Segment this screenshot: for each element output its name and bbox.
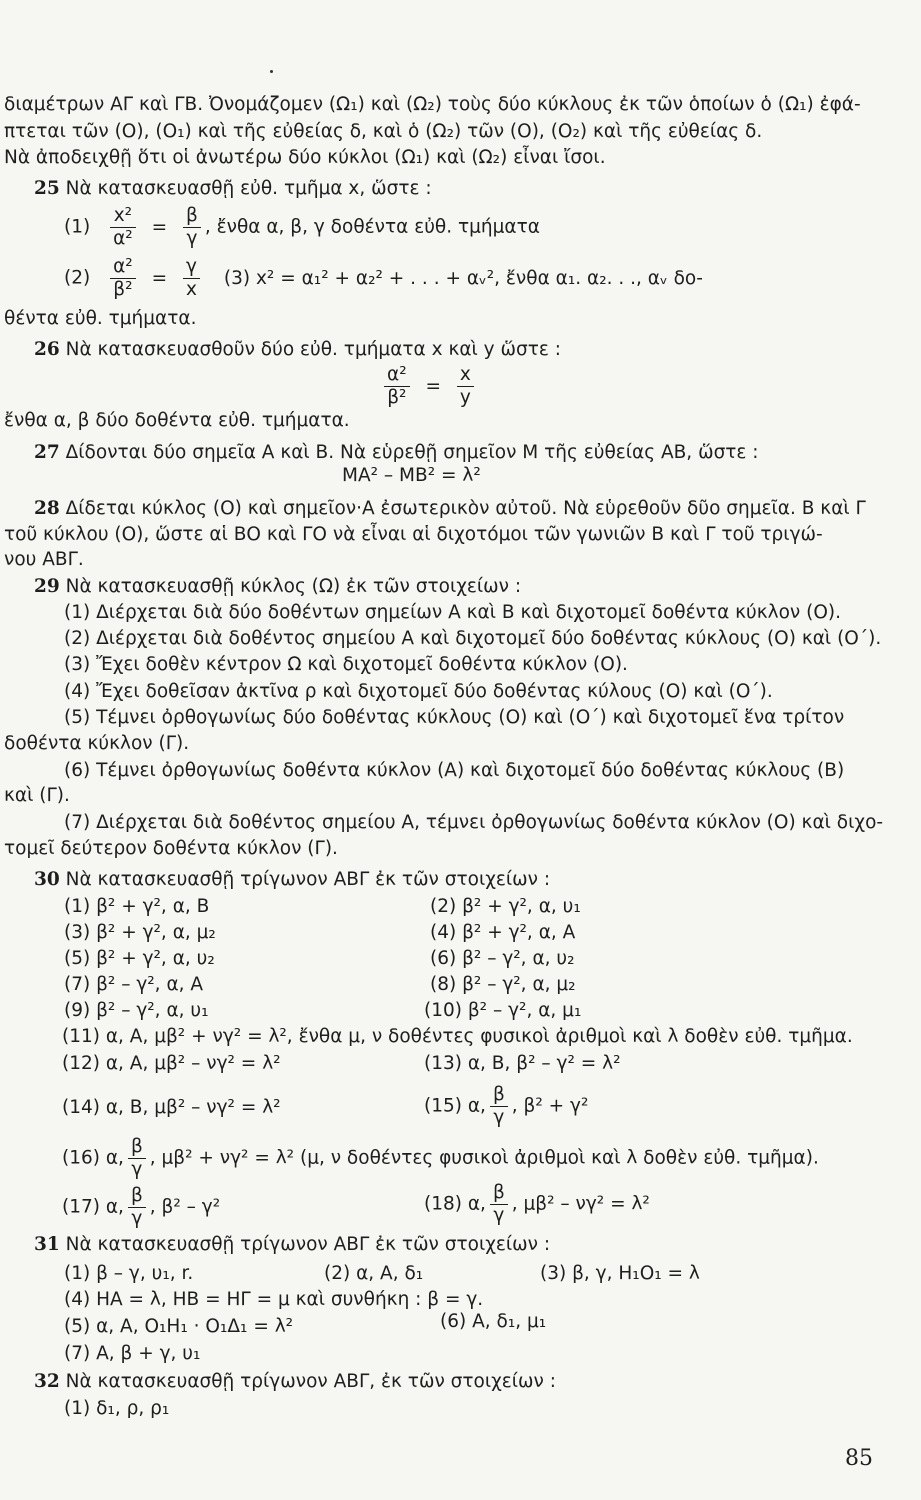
formula-label: (2)	[64, 267, 91, 289]
equals-sign: =	[151, 267, 168, 289]
list-item: (1) Διέρχεται διὰ δύο δοθέντων σημείων Α καὶ Β καὶ διχοτομεῖ δοθέντα κύκλον (Ο).	[64, 602, 842, 623]
case-item: (16) α, $\frac{\beta}{\gamma}$ , μβ² + νγ² = λ² (μ, ν δοθέντες φυσικοὶ ἀριθμοὶ καὶ λ δοθὲν εὐθ. τμῆμα).	[62, 1136, 819, 1181]
case-item: (6) Α, δ₁, μ₁	[440, 1311, 547, 1332]
exercise-number: 30	[34, 869, 60, 890]
list-item: (5) Τέμνει ὀρθογωνίως δύο δοθέντας κύκλους (Ο) καὶ (Ο΄) καὶ διχοτομεῖ ἕνα τρίτον	[64, 707, 845, 728]
list-item: (2) Διέρχεται διὰ δοθέντος σημείου Α καὶ διχοτομεῖ δύο δοθέντας κύκλους (Ο) καὶ (Ο΄).	[64, 628, 882, 649]
exercise-number: 29	[34, 576, 60, 597]
formula-note: , ἔνθα α, β, γ δοθέντα εὐθ. τμήματα	[204, 216, 540, 238]
fraction: $\frac{\text{α²}}{\text{β²}}$	[384, 364, 410, 409]
formula-27: ΜΑ² – ΜΒ² = λ²	[342, 465, 481, 486]
exercise-31	[34, 1236, 550, 1255]
list-item-continuation: καὶ (Γ).	[4, 785, 70, 806]
fraction: $\frac{\beta}{\gamma}$	[183, 205, 201, 250]
case-item: (5) α, Α, Ο₁Η₁ · Ο₁Δ₁ = λ²	[64, 1316, 294, 1337]
case-item: (1) β² + γ², α, Β	[64, 896, 210, 917]
exercise-25	[34, 180, 432, 199]
case-item: (4) ΗΑ = λ, ΗΒ = ΗΓ = μ καὶ συνθήκη : β = γ.	[64, 1289, 484, 1310]
exercise-number: 26	[34, 339, 60, 360]
case-item: (7) Α, β + γ, υ₁	[64, 1343, 201, 1364]
case-item: (12) α, Α, μβ² – νγ² = λ²	[62, 1053, 281, 1074]
case-item: (18) α, $\frac{\beta}{\gamma}$ , μβ² – νγ² = λ²	[424, 1182, 650, 1227]
list-item: (7) Διέρχεται διὰ δοθέντος σημείου Α, τέμνει ὀρθογωνίως δοθέντα κύκλον (Ο) καὶ διχο-	[64, 812, 884, 833]
fraction: $\frac{\beta}{\gamma}$	[128, 1185, 146, 1230]
case-item: (9) β² – γ², α, υ₁	[64, 1000, 209, 1021]
formula-25-1	[64, 205, 540, 250]
exercise-number: 25	[34, 178, 60, 199]
list-item-continuation: τομεῖ δεύτερον δοθέντα κύκλον (Γ).	[4, 838, 338, 859]
case-item: (4) β² + γ², α, Α	[430, 922, 576, 943]
case-item: (1) δ₁, ρ, ρ₁	[64, 1398, 170, 1419]
case-item: (7) β² – γ², α, Α	[64, 974, 204, 995]
list-item-continuation: δοθέντα κύκλον (Γ).	[4, 733, 190, 754]
fraction: $\frac{\beta}{\gamma}$	[128, 1136, 146, 1181]
exercise-30	[34, 871, 550, 890]
exercise-28-line-3: νου ΑΒΓ.	[4, 549, 84, 570]
case-item: (17) α, $\frac{\beta}{\gamma}$ , β² – γ²	[62, 1185, 221, 1230]
formula-note: (3) x² = α₁² + α₂² + . . . + αᵥ², ἔνθα α₁. α₂. . ., αᵥ δο-	[223, 267, 703, 289]
fraction: $\frac{\text{x²}}{\text{α²}}$	[110, 205, 136, 250]
case-item: (2) β² + γ², α, υ₁	[430, 896, 581, 917]
intro-line-3: Νὰ ἀποδειχθῇ ὅτι οἱ ἀνωτέρω δύο κύκλοι (Ω₁) καὶ (Ω₂) εἶναι ἴσοι.	[4, 147, 606, 168]
list-item: (3) Ἔχει δοθὲν κέντρον Ω καὶ διχοτομεῖ δοθέντα κύκλον (Ο).	[64, 654, 628, 675]
exercise-text: Νὰ κατασκευασθῇ εὐθ. τμῆμα x, ὥστε :	[65, 178, 432, 199]
equals-sign: =	[151, 216, 168, 238]
exercise-number: 27	[34, 442, 60, 463]
exercise-28-line-2: τοῦ κύκλου (Ο), ὥστε αἱ ΒΟ καὶ ΓΟ νὰ εἶναι αἱ διχοτόμοι τῶν γωνιῶν Β καὶ Γ τοῦ τριγώ-	[4, 524, 823, 545]
exercise-text: Νὰ κατασκευασθῇ τρίγωνον ΑΒΓ ἐκ τῶν στοιχείων :	[65, 1234, 551, 1255]
case-item: (6) β² – γ², α, υ₂	[430, 948, 575, 969]
formula-25-2	[64, 256, 703, 301]
case-item: (3) β, γ, Η₁Ο₁ = λ	[540, 1263, 700, 1284]
case-item: (3) β² + γ², α, μ₂	[64, 922, 216, 943]
fraction: $\frac{x}{y}$	[457, 364, 474, 409]
case-item: (5) β² + γ², α, υ₂	[64, 948, 215, 969]
case-item: (15) α, $\frac{\beta}{\gamma}$ , β² + γ²	[424, 1084, 589, 1129]
list-item: (6) Τέμνει ὀρθογωνίως δοθέντα κύκλον (Α) καὶ διχοτομεῖ δύο δοθέντας κύκλους (Β)	[64, 760, 845, 781]
continuation-25: θέντα εὐθ. τμήματα.	[4, 308, 197, 329]
exercise-text: Νὰ κατασκευασθῇ τρίγωνον ΑΒΓ, ἐκ τῶν στοιχείων :	[65, 1371, 556, 1392]
equals-sign: =	[425, 375, 442, 397]
case-item: (8) β² – γ², α, μ₂	[430, 974, 576, 995]
exercise-27	[34, 444, 759, 463]
continuation-26: ἔνθα α, β δύο δοθέντα εὐθ. τμήματα.	[4, 410, 350, 431]
intro-line-2: πτεται τῶν (Ο), (Ο₁) καὶ τῆς εὐθείας δ, καὶ ὁ (Ω₂) τῶν (Ο), (Ο₂) καὶ τῆς εὐθείας δ.	[4, 121, 763, 142]
case-item: (10) β² – γ², α, μ₁	[424, 1000, 582, 1021]
exercise-text: Νὰ κατασκευασθοῦν δύο εὐθ. τμήματα x καὶ y ὥστε :	[65, 339, 561, 360]
exercise-text: Νὰ κατασκευασθῇ κύκλος (Ω) ἐκ τῶν στοιχείων :	[65, 576, 522, 597]
speck-mark	[270, 70, 273, 73]
case-item: (2) α, Α, δ₁	[324, 1263, 424, 1284]
intro-line-1: διαμέτρων ΑΓ καὶ ΓΒ. Ὀνομάζομεν (Ω₁) καὶ (Ω₂) τοὺς δύο κύκλους ἐκ τῶν ὁποίων ὁ (Ω₁) ἐφά-	[4, 94, 861, 115]
exercise-28	[34, 500, 866, 519]
exercise-29	[34, 578, 521, 597]
fraction: $\frac{\beta}{\gamma}$	[490, 1182, 508, 1227]
fraction: $\frac{\text{α²}}{\text{β²}}$	[110, 256, 136, 301]
case-item: (11) α, Α, μβ² + νγ² = λ², ἔνθα μ, ν δοθέντες φυσικοὶ ἀριθμοὶ καὶ λ δοθὲν εὐθ. τμῆμα.	[62, 1026, 853, 1047]
fraction: $\frac{\gamma}{x}$	[183, 256, 200, 301]
exercise-32	[34, 1373, 556, 1392]
case-item: (1) β – γ, υ₁, r.	[64, 1263, 194, 1284]
page-number: 85	[845, 1446, 873, 1471]
formula-26	[380, 364, 478, 409]
fraction: $\frac{\beta}{\gamma}$	[490, 1084, 508, 1129]
exercise-number: 28	[34, 498, 60, 519]
exercise-number: 31	[34, 1234, 60, 1255]
exercise-26	[34, 341, 561, 360]
case-item: (14) α, Β, μβ² – νγ² = λ²	[62, 1097, 281, 1118]
exercise-text: Δίδονται δύο σημεῖα Α καὶ Β. Νὰ εὑρεθῇ σημεῖον Μ τῆς εὐθείας ΑΒ, ὥστε :	[65, 442, 759, 463]
list-item: (4) Ἔχει δοθεῖσαν ἀκτῖνα ρ καὶ διχοτομεῖ δύο δοθέντας κύλους (Ο) καὶ (Ο΄).	[64, 681, 773, 702]
exercise-number: 32	[34, 1371, 60, 1392]
case-item: (13) α, Β, β² – γ² = λ²	[424, 1053, 621, 1074]
exercise-text: Νὰ κατασκευασθῇ τρίγωνον ΑΒΓ ἐκ τῶν στοιχείων :	[65, 869, 551, 890]
exercise-text: Δίδεται κύκλος (Ο) καὶ σημεῖον·Α ἐσωτερικὸν αὐτοῦ. Νὰ εὑρεθοῦν δῦο σημεῖα. Β καὶ Γ	[65, 498, 866, 519]
formula-label: (1)	[64, 216, 91, 238]
